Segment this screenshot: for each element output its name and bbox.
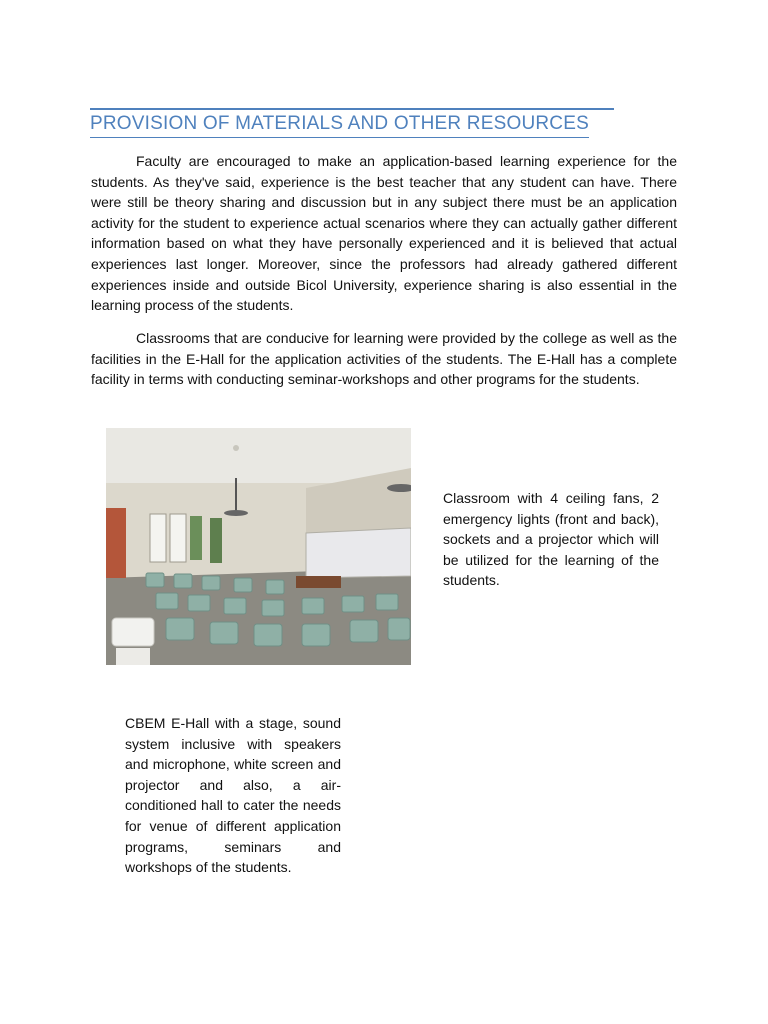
classroom-photo bbox=[106, 428, 411, 665]
section-heading: PROVISION OF MATERIALS AND OTHER RESOURCES bbox=[90, 113, 589, 138]
ehall-caption: CBEM E-Hall with a stage, sound system inclusive with speakers and microphone, white screen and projector and also, a air-conditioned hall to cater the needs for venue of different application programs, seminars and workshops of the students. bbox=[125, 715, 341, 876]
paragraph-facilities: Classrooms that are conducive for learning were provided by the college as well as the facilities in the E-Hall for the application activities of the students. The E-Hall has a complete facility in terms with conducting seminar-workshops and other programs for the students. bbox=[91, 330, 677, 388]
paragraph-experience: Faculty are encouraged to make an application-based learning experience for the students. As they've said, experience is the best teacher that any student can have. There were still be theory sharing and discussion but in any subject there must be an application activity for the student to experience actual scenarios where they can actually gather different information based on what they have personally experienced and it is believed that actual experiences last longer. Moreover, since the professors had already gathered different experiences inside and outside Bicol University, experience sharing is also essential in the learning process of the students. bbox=[91, 153, 677, 314]
heading-rule bbox=[90, 108, 614, 138]
classroom-caption: Classroom with 4 ceiling fans, 2 emergency lights (front and back), sockets and a projector which will be utilized for the learning of the students. bbox=[443, 490, 659, 589]
